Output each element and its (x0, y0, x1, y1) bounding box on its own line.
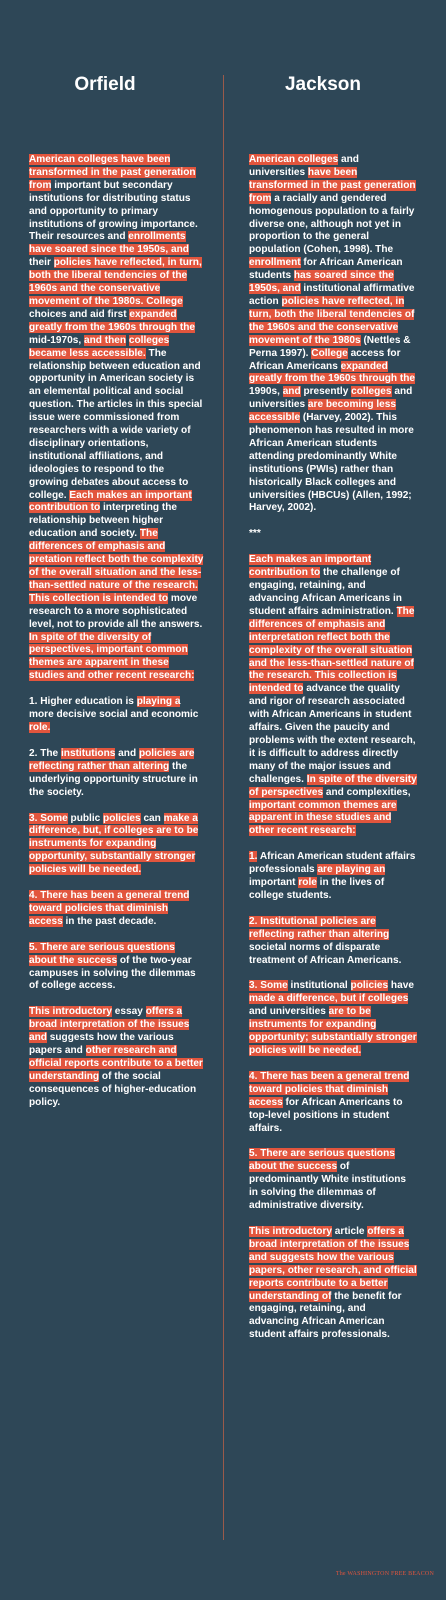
highlighted-text: 4. There has been a general trend toward policies that diminish access (249, 1070, 410, 1108)
highlighted-text: policies are reflecting rather than altering (29, 747, 195, 772)
highlighted-text: 1. (249, 851, 258, 863)
jackson-paragraph (249, 851, 417, 903)
highlighted-text: policies have reflected, in turn, both the liberal tendencies of the 1960s and the conservative movement of the 1980s. College (29, 257, 202, 307)
plain-text: societal norms of disparate treatment of African Americans. (249, 941, 402, 966)
highlighted-text: expanded greatly from the 1960s through the (29, 308, 196, 333)
orfield-paragraph (29, 813, 204, 878)
highlighted-text: made a difference, but if colleges (249, 993, 409, 1005)
plain-text: essay (112, 1006, 146, 1018)
highlighted-text: In spite of the diversity of perspectives (249, 773, 417, 798)
highlighted-text: Each makes an important contribution to (249, 554, 372, 579)
highlighted-text: and (282, 386, 301, 398)
highlighted-text: enrollment (249, 257, 301, 269)
orfield-paragraph (29, 890, 204, 929)
plain-text: presently (300, 386, 352, 398)
orfield-text-column (29, 154, 204, 1123)
highlighted-text: make a difference, but, if colleges are to be instruments for expanding opportunity, substantially stronger policies will be needed. (29, 812, 199, 876)
highlighted-text: offers a broad interpretation of the issues and suggests how the various papers, other research, and official reports contribute to a better understanding of (249, 1225, 417, 1302)
plain-text: move research to a more sophisticated level, not to provide all the answers. (29, 592, 203, 630)
plain-text: 2. The (29, 747, 61, 759)
footer-logo: The WASHINGTON FREE BEACON (335, 1571, 434, 1577)
highlighted-text: 3. Some (249, 980, 288, 992)
highlighted-text: are to be instruments for expanding opportunity; substantially stronger policies will be needed. (249, 1006, 417, 1056)
plain-text: the benefit for engaging, retaining, and advancing African American student affairs professionals. (249, 1290, 402, 1341)
highlighted-text: The differences of emphasis and pretation reflect both the complexity of the overall situation and the less-than-settled nature of the research. This collection is intended to (29, 528, 204, 604)
highlighted-text: The differences of emphasis and interpretation reflect both the complexity of the overall situation and the less-than-settled nature of the research. This collection is intended to (249, 605, 415, 695)
highlighted-text: expanded greatly from the 1960s through the (249, 360, 416, 385)
plain-text: (Nettles & Perna 1997). (249, 334, 411, 359)
plain-text: *** (249, 528, 261, 540)
highlighted-text: policies (350, 980, 389, 992)
plain-text: article (332, 1225, 368, 1237)
plain-text: institutional (287, 980, 351, 992)
plain-text: interpreting the relationship between higher education and society. (29, 502, 178, 540)
highlighted-text: institutions (60, 747, 116, 759)
jackson-paragraph (249, 528, 417, 541)
jackson-paragraph (249, 154, 417, 515)
plain-text: (Harvey, 2002). This phenomenon has resulted in more African American students attending predominantly White institutions (PWIs) rather than historically Black colleges and universities (HBCUs) (Allen, 1992; Harvey, 2002). (249, 412, 414, 514)
plain-text: in the lives of college students. (249, 877, 385, 901)
plain-text: of the two-year campuses in solving the dilemmas of college access. (29, 954, 196, 992)
highlighted-text: other research and official reports contribute to a better understanding (29, 1045, 203, 1082)
plain-text: the challenge of engaging, retaining, and advancing African Americans in student affairs administration. (249, 567, 402, 617)
plain-text: and universities (249, 154, 359, 178)
highlighted-text: 3. Some (29, 812, 68, 824)
plain-text: public (67, 812, 104, 824)
highlighted-text: and then (83, 334, 127, 346)
highlighted-text: In spite of the diversity of perspectives, important common themes are apparent in these studies and other recent research: (29, 631, 195, 682)
orfield-paragraph (29, 748, 204, 800)
highlighted-text: role. (29, 721, 51, 733)
plain-text: the underlying opportunity structure in the society. (29, 760, 198, 798)
orfield-paragraph (29, 1006, 204, 1109)
plain-text: choices and aid first (29, 308, 130, 320)
jackson-paragraph (249, 554, 417, 838)
jackson-paragraph (249, 1071, 417, 1136)
highlighted-text: This introductory (249, 1225, 332, 1237)
plain-text: important (249, 877, 299, 889)
highlighted-text: are playing an (317, 864, 386, 876)
plain-text: important but secondary institutions for distributing status and opportunity to primary institutions of growing importance. Their resources and (29, 179, 198, 243)
jackson-paragraph (249, 1226, 417, 1342)
plain-text: of predominantly White institutions in solving the dilemmas of administrative diversity. (249, 1161, 407, 1212)
highlighted-text: policies (103, 812, 141, 824)
plain-text: 1. Higher education is (29, 696, 137, 708)
plain-text: mid-1970s, (29, 334, 84, 346)
plain-text: access for African Americans (249, 347, 401, 372)
plain-text: The relationship between education and opportunity in American society is an elemental political and social question. The articles in this special issue were commissioned from researchers with a wide variety of disciplinary orientations, institutional affiliations, and ideologies to respond to the growing debates about access to college. (29, 347, 203, 501)
plain-text: 1990s, (249, 386, 283, 398)
plain-text: and complexities, (323, 786, 411, 798)
jackson-paragraph (249, 916, 417, 968)
highlighted-text: policies have reflected, in turn, both the liberal tendencies of the 1960s and the conservative movement of the 1980s (249, 295, 415, 346)
orfield-paragraph (29, 942, 204, 994)
plain-text: African American student affairs professionals (249, 851, 416, 876)
plain-text: advance the quality and rigor of research associated with African Americans in student affairs. Given the paucity and problems with the extent research, it is difficult to address directly many of the major issues and challenges. (249, 683, 416, 785)
highlighted-text: Each makes an important contribution to (29, 489, 192, 514)
highlighted-text: colleges (351, 386, 392, 398)
plain-text: suggests how the various papers and (29, 1032, 174, 1057)
highlighted-text: This introductory (29, 1006, 112, 1018)
highlighted-text: have been transformed in the past generation from (249, 166, 416, 204)
plain-text: of the social consequences of higher-education policy. (29, 1070, 197, 1108)
plain-text: have (388, 980, 414, 992)
plain-text: can (140, 812, 164, 824)
plain-text: institutional affirmative action (249, 283, 415, 307)
column-divider (223, 75, 224, 1540)
highlighted-text: American colleges (249, 154, 339, 165)
highlighted-text: enrollments have soared since the 1950s, and (29, 231, 189, 256)
highlighted-text: are becoming less accessible (249, 399, 397, 424)
highlighted-text: important common themes are apparent in these studies and other recent research: (249, 799, 397, 837)
plain-text: for African Americans to top-level positions in student affairs. (249, 1096, 403, 1134)
highlighted-text: College (311, 347, 348, 359)
plain-text: and universities (249, 1006, 329, 1018)
highlighted-text: 5. There are serious questions about the success (249, 1148, 395, 1173)
highlighted-text: offers a broad interpretation of the issues and (29, 1006, 190, 1044)
jackson-text-column (249, 154, 417, 1355)
highlighted-text: 2. Institutional policies are reflecting rather than altering (249, 915, 390, 940)
plain-text: for African American students (249, 257, 403, 282)
highlighted-text: role (298, 877, 317, 889)
jackson-paragraph (249, 1148, 417, 1213)
plain-text: a racially and gendered homogenous population to a fairly diverse one, although not yet in proportion to the general population (Cohen, 1998). The (249, 192, 415, 256)
orfield-paragraph (29, 696, 204, 735)
plain-text: in the past decade. (62, 915, 157, 927)
orfield-paragraph (29, 154, 204, 683)
jackson-paragraph (249, 980, 417, 1057)
plain-text: and (115, 747, 139, 759)
highlighted-text: playing a (136, 696, 181, 708)
highlighted-text: 4. There has been a general trend toward policies that diminish access (29, 890, 190, 927)
column-header-jackson: Jackson (284, 74, 362, 95)
highlighted-text: has soared since the 1950s, and (249, 270, 394, 295)
plain-text: and universities (249, 386, 413, 411)
column-header-orfield: Orfield (74, 74, 136, 95)
plain-text: more decisive social and economic (29, 709, 199, 721)
highlighted-text: 5. There are serious questions about the success (29, 941, 175, 966)
highlighted-text: American colleges have been transformed in the past generation from (29, 154, 196, 191)
highlighted-text: colleges became less accessible. (29, 334, 170, 359)
plain-text: their (29, 257, 54, 269)
